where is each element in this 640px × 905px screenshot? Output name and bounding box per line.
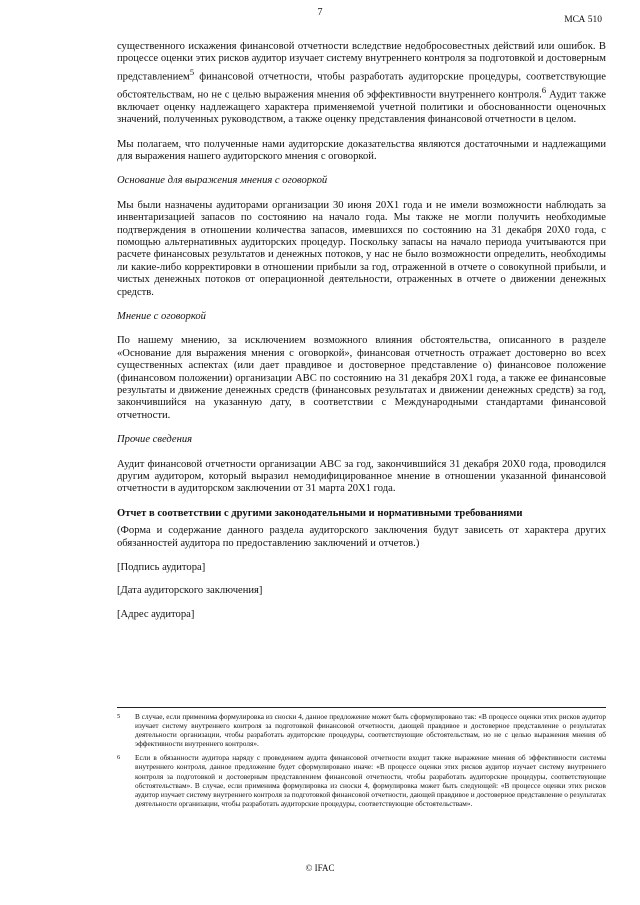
footnote-6 [117, 753, 606, 808]
heading-qualified-opinion: Мнение с оговоркой [117, 310, 206, 322]
heading-basis-qualified: Основание для выражения мнения с оговоркой [117, 175, 328, 187]
document-id: МСА 510 [564, 15, 602, 25]
report-date: [Дата аудиторского заключения] [117, 585, 263, 597]
copyright: © IFAC [305, 863, 335, 873]
paragraph-legal-report: (Форма и содержание данного раздела аудиторского заключения будут зависеть от характера других обязанностей аудитора по предоставлению заключений и отчетов.) [117, 525, 606, 549]
paragraph-basis: Мы были назначены аудиторами организации 30 июня 20X1 года и не имели возможности наблюдать за инвентаризацией запасов по состоянию на начало года. Мы также не могли получить необходимые подтверждения в отношении количества запасов, имевшихся по состоянию на 31 декабря 20X0 года, с помощью альтернативных аудиторских процедур. Поскольку запасы на начало периода учитываются при расчете финансовых результатов и денежных потоков, у нас не было возможности определить, необходимы ли какие-либо корректировки в отношении прибыли за год, отраженной в отчете о совокупной прибыли, и чистых денежных потоков от операционной деятельности, отраженных в отчете о движении денежных средств. [117, 199, 606, 298]
footnotes [117, 707, 606, 813]
paragraph-opinion: По нашему мнению, за исключением возможного влияния обстоятельства, описанного в разделе «Основание для выражения мнения с оговоркой», финансовая отчетность отражает достоверно во всех существенных аспектах (или дает правдивое и достоверное представление о) финансовое положение (финансовом положении) организации ABC по состоянию на 31 декабря 20X1 года, а также ее финансовые результаты и движение денежных средств (финансовых результатах и движении денежных средств) за год, закончившийся на указанную дату, в соответствии с Международными стандартами финансовой отчетности. [117, 335, 606, 421]
paragraph-audit-scope: существенного искажения финансовой отчетности вследствие недобросовестных действий или ошибок. В процессе оценки этих рисков аудитор изучает систему внутреннего контроля за подготовкой и достоверным представлением$^5$ финансовой отчетности, чтобы разработать аудиторские процедуры, соответствующие обстоятельствам, но не с целью выражения мнения об эффективности внутреннего контроля.$^6$ Аудит также включает оценку надлежащего характера применяемой учетной политики и обоснованности оценочных значений, полученных руководством, а также оценку представления финансовой отчетности в целом. [117, 41, 606, 126]
footnote-mark: 6 [117, 754, 121, 762]
document-body [117, 41, 606, 632]
paragraph-evidence: Мы полагаем, что полученные нами аудиторские доказательства являются достаточными и надлежащими для выражения нашего аудиторского мнения с оговоркой. [117, 138, 606, 162]
footnote-5 [117, 712, 606, 748]
footnote-ref-5[interactable]: 5 [189, 66, 195, 77]
auditor-address: [Адрес аудитора] [117, 608, 195, 620]
footnote-text: Если в обязанности аудитора наряду с проведением аудита финансовой отчетности входит также выражение мнения об эффективности системы внутреннего контроля, данное предложение будет сформулировано иначе: «В процессе оценки этих рисков аудитор изучает систему внутреннего контроля за подготовкой и достоверным представлением финансовой отчетности, чтобы разработать аудиторские процедуры, соответствующие обстоятельствам». В случае, если применима формулировка из сноски 4, формулировка может быть следующей: «В процессе оценки этих рисков аудитор изучает систему внутреннего контроля за подготовкой финансовой отчетности, дающей правдивое и достоверное представление о результатах деятельности организации, чтобы разработать аудиторские процедуры, соответствующие обстоятельствам». [135, 753, 606, 808]
paragraph-other-matter: Аудит финансовой отчетности организации ABC за год, закончившийся 31 декабря 20X0 года, проводился другим аудитором, который выразил немодифицированное мнение в отношении указанной финансовой отчетности в аудиторском заключении от 31 марта 20X1 года. [117, 458, 606, 495]
footnote-mark: 5 [117, 713, 121, 720]
auditor-signature: [Подпись аудитора] [117, 562, 206, 574]
heading-other-matter: Прочие сведения [117, 434, 193, 446]
page-number: 7 [317, 7, 323, 18]
footnote-ref-6[interactable]: 6 [541, 84, 547, 95]
heading-legal-report: Отчет в соответствии с другими законодательными и нормативными требованиями [117, 507, 523, 519]
footnote-text: В случае, если применима формулировка из сноски 4, данное предложение может быть сформулировано так: «В процессе оценки этих рисков аудитор изучает систему внутреннего контроля за подготовкой финансовой отчетности, дающей правдивое и достоверное представление о результатах деятельности организации, чтобы разработать аудиторские процедуры, соответствующие обстоятельствам, но не с целью выражения мнения об эффективности внутреннего контроля». [135, 712, 606, 749]
